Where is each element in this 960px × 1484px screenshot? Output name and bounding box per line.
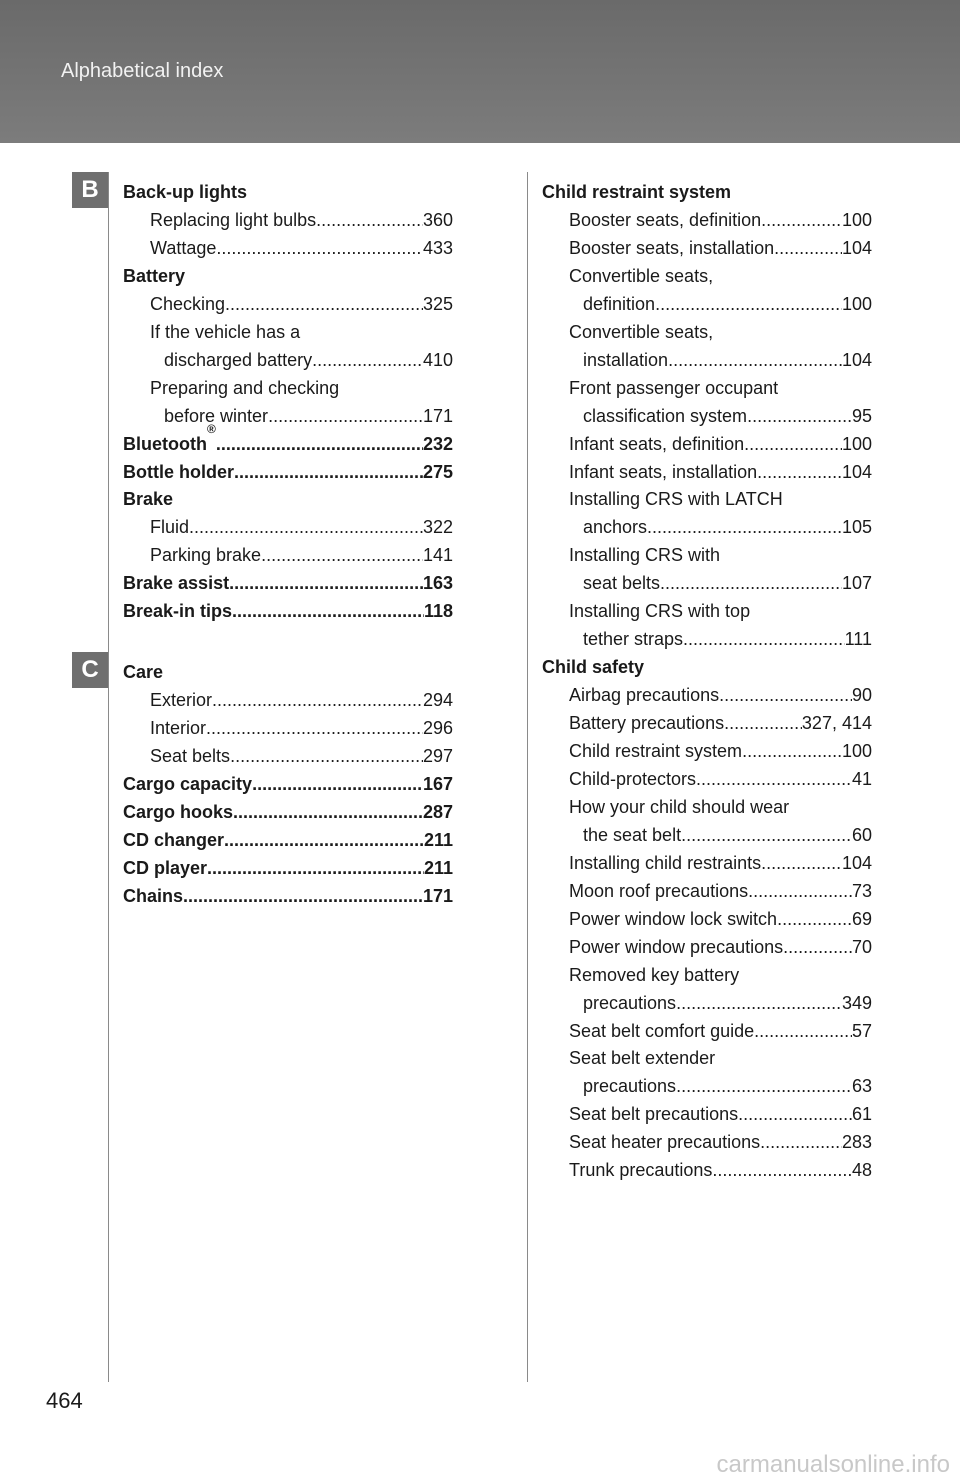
leader-dots xyxy=(233,798,423,826)
entry-text: tether straps xyxy=(583,629,684,650)
entry-text: Seat heater precautions xyxy=(569,1132,761,1153)
entry-page-number: 118 xyxy=(423,601,453,622)
leader-dots xyxy=(212,686,423,714)
entry-page-number: 211 xyxy=(423,857,453,878)
entry-page-number: 141 xyxy=(422,545,453,566)
entry-page-number: 111 xyxy=(844,629,872,650)
index-entry xyxy=(123,513,453,541)
index-entry xyxy=(123,658,453,686)
entry-text: before winter xyxy=(164,405,269,426)
entry-page-number: 167 xyxy=(422,773,453,794)
entry-text: Checking xyxy=(150,293,226,314)
entry-text: How your child should wear xyxy=(569,796,790,817)
entry-page-number: 100 xyxy=(841,293,872,314)
entry-page-number: 287 xyxy=(422,801,453,822)
leader-dots xyxy=(681,821,852,849)
entry-page-number: 100 xyxy=(841,741,872,761)
entry-text: anchors xyxy=(583,517,648,538)
index-entry xyxy=(542,737,872,765)
entry-page-number: 41 xyxy=(851,768,872,789)
leader-dots xyxy=(696,765,852,793)
entry-text: Installing child restraints xyxy=(569,852,762,873)
entry-text: seat belts xyxy=(583,573,661,594)
index-entry xyxy=(542,318,872,346)
leader-dots xyxy=(647,513,842,541)
leader-dots xyxy=(774,234,842,262)
index-entry xyxy=(123,318,453,346)
leader-dots xyxy=(229,569,423,597)
leader-dots xyxy=(683,625,845,653)
entry-text: Battery xyxy=(123,265,186,286)
leader-dots xyxy=(232,597,424,625)
leader-dots xyxy=(748,877,852,905)
index-entry xyxy=(123,262,453,290)
index-entry xyxy=(123,178,453,206)
entry-text: Brake assist xyxy=(123,573,230,594)
entry-page-number: 69 xyxy=(851,908,872,929)
registered-mark: ® xyxy=(206,421,216,436)
entry-text: installation xyxy=(583,349,669,370)
section-title: Alphabetical index xyxy=(61,60,224,82)
leader-dots xyxy=(719,681,852,709)
entry-page-number: 410 xyxy=(422,349,453,370)
page-number: 464 xyxy=(46,1388,83,1413)
leader-dots xyxy=(312,346,423,374)
entry-text: Installing CRS with top xyxy=(569,601,751,622)
entry-text: Battery precautions xyxy=(569,713,725,734)
entry-page-number: 171 xyxy=(422,885,453,906)
entry-text: Infant seats, installation xyxy=(569,461,758,482)
entry-text: Replacing light bulbs xyxy=(150,209,317,230)
index-entry xyxy=(123,854,453,882)
entry-text: CD player xyxy=(123,857,208,878)
entry-text: Cargo hooks xyxy=(123,801,234,822)
entry-page-number: 294 xyxy=(422,689,453,710)
entry-page-number: 61 xyxy=(851,1104,872,1125)
entry-text: Cargo capacity xyxy=(123,773,253,794)
index-entry xyxy=(542,430,872,458)
entry-page-number: 322 xyxy=(422,517,453,538)
leader-dots xyxy=(206,714,423,742)
entry-page-number: 104 xyxy=(841,349,872,370)
index-entry xyxy=(123,770,453,798)
index-entry xyxy=(542,793,872,821)
index-entry xyxy=(123,826,453,854)
entry-page-number: 105 xyxy=(841,517,872,538)
middle-divider xyxy=(527,172,528,1382)
leader-dots xyxy=(183,882,423,910)
leader-dots xyxy=(761,849,842,877)
index-entry xyxy=(123,882,453,910)
leader-dots xyxy=(234,458,423,486)
leader-dots xyxy=(224,826,424,854)
leader-dots xyxy=(252,770,423,798)
index-entry xyxy=(542,625,872,653)
index-entry xyxy=(123,374,453,402)
entry-text: Seat belt comfort guide xyxy=(569,1020,755,1041)
entry-text: Front passenger occupant xyxy=(569,377,779,398)
leader-dots xyxy=(189,513,423,541)
leader-dots xyxy=(744,430,842,458)
index-entry xyxy=(542,346,872,374)
leader-dots xyxy=(747,402,852,430)
entry-text: Wattage xyxy=(150,237,217,258)
index-entry xyxy=(542,849,872,877)
entry-page-number: 63 xyxy=(851,1076,872,1097)
entry-text: Moon roof precautions xyxy=(569,880,749,901)
entry-text: Seat belt extender xyxy=(569,1048,716,1069)
index-entry xyxy=(542,905,872,933)
index-entry xyxy=(123,541,453,569)
entry-text: Convertible seats, xyxy=(569,321,714,342)
leader-dots xyxy=(268,402,423,430)
entry-text: Child restraint system xyxy=(542,182,732,202)
entry-page-number: 57 xyxy=(851,1020,872,1041)
entry-page-number: 296 xyxy=(422,717,453,738)
entry-page-number: 171 xyxy=(422,405,453,426)
entry-text: Parking brake xyxy=(150,545,262,566)
index-entry xyxy=(542,234,872,262)
leader-dots xyxy=(668,346,842,374)
leader-dots xyxy=(754,1017,852,1045)
index-entry xyxy=(542,485,872,513)
index-entry xyxy=(123,686,453,714)
entry-text: Removed key battery xyxy=(569,964,740,985)
entry-text: Power window precautions xyxy=(569,936,784,957)
index-entry xyxy=(123,569,453,597)
index-entry xyxy=(542,402,872,430)
index-entry xyxy=(542,933,872,961)
entry-text: Seat belts xyxy=(150,745,231,766)
index-entry xyxy=(542,1156,872,1184)
entry-text: Convertible seats, xyxy=(569,265,714,286)
left-divider xyxy=(108,172,109,1382)
entry-page-number: 297 xyxy=(422,745,453,766)
entry-text: CD changer xyxy=(123,829,225,850)
leader-dots xyxy=(777,905,852,933)
index-entry xyxy=(123,458,453,486)
entry-page-number: 73 xyxy=(851,880,872,901)
index-entry xyxy=(123,290,453,318)
leader-dots xyxy=(757,458,842,486)
index-entry xyxy=(123,597,453,625)
index-entry xyxy=(542,989,872,1017)
index-entry xyxy=(542,597,872,625)
entry-text: Infant seats, definition xyxy=(569,433,745,454)
leader-dots xyxy=(655,290,842,318)
index-entry xyxy=(542,765,872,793)
entry-text: Care xyxy=(123,662,164,682)
entry-text: Child-protectors xyxy=(569,768,697,789)
entry-page-number: 349 xyxy=(841,992,872,1013)
entry-text: precautions xyxy=(583,992,677,1013)
entry-text: Installing CRS with LATCH xyxy=(569,489,783,510)
entry-page-number: 104 xyxy=(841,852,872,873)
entry-page-number: 433 xyxy=(422,237,453,258)
entry-text: Exterior xyxy=(150,689,213,710)
index-entry xyxy=(542,1100,872,1128)
index-entry xyxy=(542,877,872,905)
index-entry xyxy=(542,458,872,486)
entry-text: precautions xyxy=(583,1076,677,1097)
leader-dots xyxy=(216,430,423,458)
entry-text: Installing CRS with xyxy=(569,545,721,566)
index-entry xyxy=(123,798,453,826)
entry-page-number: 104 xyxy=(841,461,872,482)
index-entry xyxy=(542,653,872,681)
leader-dots xyxy=(207,854,424,882)
entry-text: Bluetooth xyxy=(123,433,207,454)
index-entry xyxy=(542,262,872,290)
index-entry xyxy=(123,206,453,234)
entry-page-number: 163 xyxy=(422,573,453,594)
letter-tab-c: C xyxy=(72,652,108,688)
entry-text: Power window lock switch xyxy=(569,908,778,929)
entry-page-number: 275 xyxy=(422,461,453,482)
entry-text: Interior xyxy=(150,717,207,738)
entry-page-number: 327, 414 xyxy=(801,713,872,734)
leader-dots xyxy=(216,234,423,262)
page-header xyxy=(0,0,960,143)
entry-page-number: 100 xyxy=(841,433,872,454)
index-entry xyxy=(123,346,453,374)
index-entry xyxy=(542,1017,872,1045)
entry-page-number: 60 xyxy=(851,824,872,845)
index-entry xyxy=(542,681,872,709)
index-entry xyxy=(542,709,872,737)
leader-dots xyxy=(660,569,842,597)
entry-page-number: 232 xyxy=(422,433,453,454)
entry-text: Back-up lights xyxy=(123,182,248,202)
entry-text: Break-in tips xyxy=(123,601,233,622)
index-entry xyxy=(123,742,453,770)
entry-text: Brake xyxy=(123,489,174,510)
entry-page-number: 48 xyxy=(851,1160,872,1181)
entry-text: Preparing and checking xyxy=(150,377,340,398)
entry-text: Trunk precautions xyxy=(569,1160,713,1181)
entry-page-number: 95 xyxy=(851,405,872,426)
index-entry xyxy=(542,569,872,597)
index-entry xyxy=(542,1128,872,1156)
watermark: carmanualsonline.info xyxy=(716,1451,950,1478)
index-entry xyxy=(123,485,453,513)
leader-dots xyxy=(761,206,842,234)
entry-page-number: 70 xyxy=(851,936,872,957)
index-entry xyxy=(542,1044,872,1072)
entry-page-number: 107 xyxy=(841,573,872,594)
entry-text: Booster seats, definition xyxy=(569,209,762,230)
entry-text: If the vehicle has a xyxy=(150,321,301,342)
index-entry xyxy=(542,374,872,402)
leader-dots xyxy=(676,989,842,1017)
entry-page-number: 360 xyxy=(422,209,453,230)
index-entry xyxy=(123,714,453,742)
entry-text: Child restraint system xyxy=(569,741,743,761)
leader-dots xyxy=(712,1156,852,1184)
entry-text: Child safety xyxy=(542,657,645,678)
entry-text: discharged battery xyxy=(164,349,313,370)
index-entry xyxy=(123,421,453,458)
index-entry xyxy=(542,206,872,234)
entry-text: Fluid xyxy=(150,517,190,538)
leader-dots xyxy=(261,541,423,569)
index-entry xyxy=(542,961,872,989)
entry-text: Bottle holder xyxy=(123,461,234,482)
entry-text: definition xyxy=(583,293,656,314)
entry-text: Chains xyxy=(123,885,184,906)
index-entry xyxy=(542,178,872,206)
leader-dots xyxy=(783,933,852,961)
entry-text: the seat belt xyxy=(583,824,682,845)
entry-text: Airbag precautions xyxy=(569,685,720,706)
letter-tab-b: B xyxy=(72,172,108,208)
entry-text: Booster seats, installation xyxy=(569,237,775,258)
leader-dots xyxy=(225,290,423,318)
index-entry xyxy=(542,821,872,849)
leader-dots xyxy=(738,1100,852,1128)
leader-dots xyxy=(230,742,423,770)
index-entry xyxy=(542,513,872,541)
index-entry xyxy=(542,541,872,569)
entry-page-number: 104 xyxy=(841,237,872,258)
entry-page-number: 100 xyxy=(841,209,872,230)
leader-dots xyxy=(724,709,802,737)
entry-text: Seat belt precautions xyxy=(569,1104,739,1125)
index-entry xyxy=(123,234,453,262)
index-entry xyxy=(542,1072,872,1100)
entry-page-number: 325 xyxy=(422,293,453,314)
entry-page-number: 90 xyxy=(851,685,872,706)
index-entry xyxy=(542,290,872,318)
leader-dots xyxy=(742,737,842,765)
index-entry xyxy=(123,402,453,430)
entry-page-number: 283 xyxy=(841,1132,872,1153)
leader-dots xyxy=(316,206,423,234)
entry-text: classification system xyxy=(583,405,748,426)
leader-dots xyxy=(760,1128,842,1156)
leader-dots xyxy=(676,1072,852,1100)
entry-page-number: 211 xyxy=(423,829,453,850)
